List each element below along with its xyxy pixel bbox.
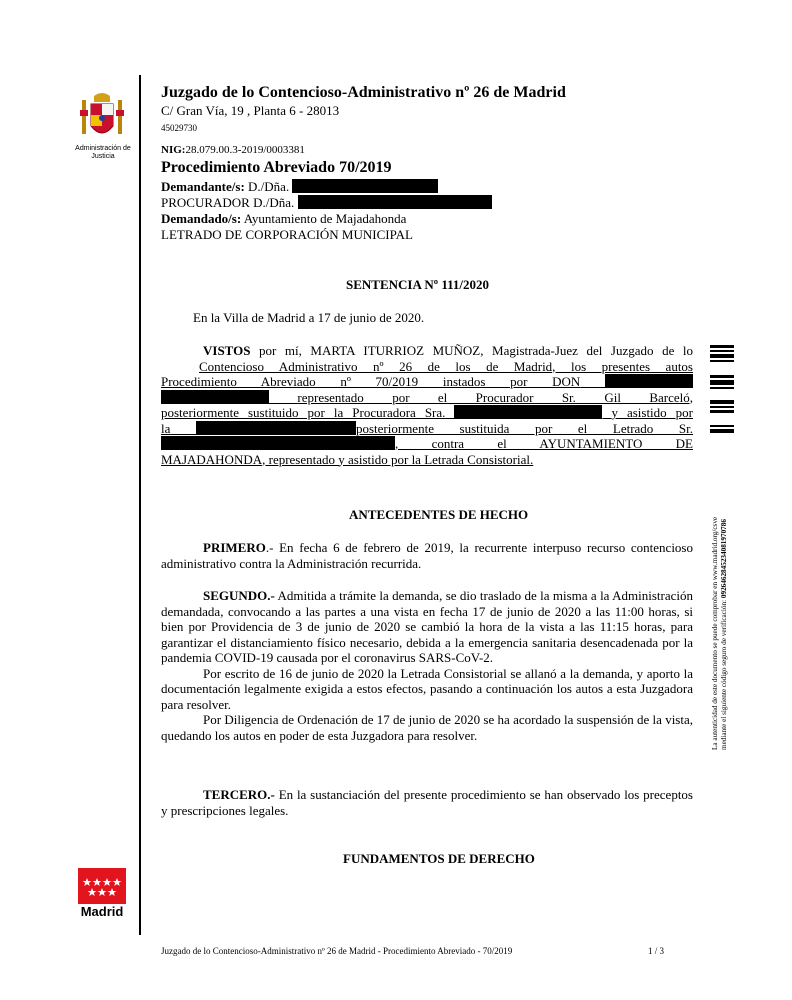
- demandado: Demandado/s: Ayuntamiento de Majadahonda: [161, 211, 407, 226]
- tercero-paragraph: TERCERO.- En la sustanciación del presente procedimiento se han observado los preceptos y prescripciones legales.: [161, 787, 693, 818]
- vistos-paragraph: VISTOS por mí, MARTA ITURRIOZ MUÑOZ, Magistrada-Juez del Juzgado de lo Contencioso Administrativo nº 26 de los de Madrid, los presentes autos Procedimiento Abreviado nº 70/2019 instados por DON representado por el Procurador Sr. Gil Barceló, posteriormente sustituido por la Procuradora Sra. y asistido por la posteriormente sustituida por el Letrado Sr. , contra el AYUNTAMIENTO DE MAJADAHONDA, representado y asistido por la Letrada Consistorial.: [161, 343, 694, 467]
- court-code: 45029730: [161, 123, 197, 133]
- footer-text: Juzgado de lo Contencioso-Administrativo nº 26 de Madrid - Procedimiento Abreviado - 70/2019: [161, 946, 513, 956]
- sentence-title: SENTENCIA Nº 111/2020: [346, 277, 489, 292]
- page-number: 1 / 3: [648, 946, 665, 956]
- nig: NIG:28.079.00.3-2019/0003381: [161, 144, 305, 156]
- redaction: [161, 390, 269, 404]
- procedure-title: Procedimiento Abreviado 70/2019: [161, 159, 392, 176]
- redaction: [292, 179, 438, 193]
- madrid-stars-icon: [78, 868, 126, 904]
- primero-paragraph: PRIMERO.- En fecha 6 de febrero de 2019, la recurrente interpuso recurso contencioso administrativo contra la Administración recurrida.: [161, 540, 693, 571]
- letrado: LETRADO DE CORPORACIÓN MUNICIPAL: [161, 227, 413, 242]
- redaction: [454, 405, 602, 419]
- court-name: Juzgado de lo Contencioso-Administrativo nº 26 de Madrid: [161, 84, 566, 101]
- place-date: En la Villa de Madrid a 17 de junio de 2020.: [193, 310, 425, 325]
- barcode-icon: [710, 345, 734, 435]
- antecedentes-title: ANTECEDENTES DE HECHO: [349, 507, 529, 522]
- fundamentos-title: FUNDAMENTOS DE DERECHO: [343, 851, 535, 866]
- verification-text: La autenticidad de este documento se puede comprobar en www.madrid.org/csve mediante el siguiente código seguro de verificación: 0926462845234081970786: [711, 516, 728, 750]
- madrid-label: Madrid: [80, 904, 124, 919]
- procurador: PROCURADOR D./Dña.: [161, 195, 492, 211]
- court-address: C/ Gran Vía, 19 , Planta 6 - 28013: [161, 103, 340, 118]
- admin-justicia-label: Administración de Justicia: [75, 145, 131, 160]
- margin-rule: [139, 75, 141, 935]
- redaction: [605, 374, 693, 388]
- segundo-paragraph: SEGUNDO.- Admitida a trámite la demanda, se dio traslado de la misma a la Administración demandada, convocando a las partes a una vista en fecha 17 de junio de 2020 a las 11:00 horas, si bien por Providencia de 3 de junio de 2020 se cambió la hora de la vista a las 11:15 horas, para garantizar el distanciamiento físico necesario, debida a la emergencia sanitaria desencadenada por la pandemia COVID-19 causada por el coronavirus SARS-CoV-2. Por escrito de 16 de junio de 2020 la Letrada Consistorial se allanó a la demanda, y aporto la documentación legalmente exigida a estos efectos, pasando a continuación los autos a esta Juzgadora para resolver. Por Diligencia de Ordenación de 17 de junio de 2020 se ha acordado la suspensión de la vista, quedando los autos en poder de esta Juzgadora para resolver.: [161, 588, 693, 743]
- coat-of-arms-icon: [78, 92, 126, 144]
- redaction: [196, 421, 356, 435]
- redaction: [161, 436, 395, 450]
- demandante: Demandante/s: D./Dña.: [161, 179, 438, 195]
- redaction: [298, 195, 492, 209]
